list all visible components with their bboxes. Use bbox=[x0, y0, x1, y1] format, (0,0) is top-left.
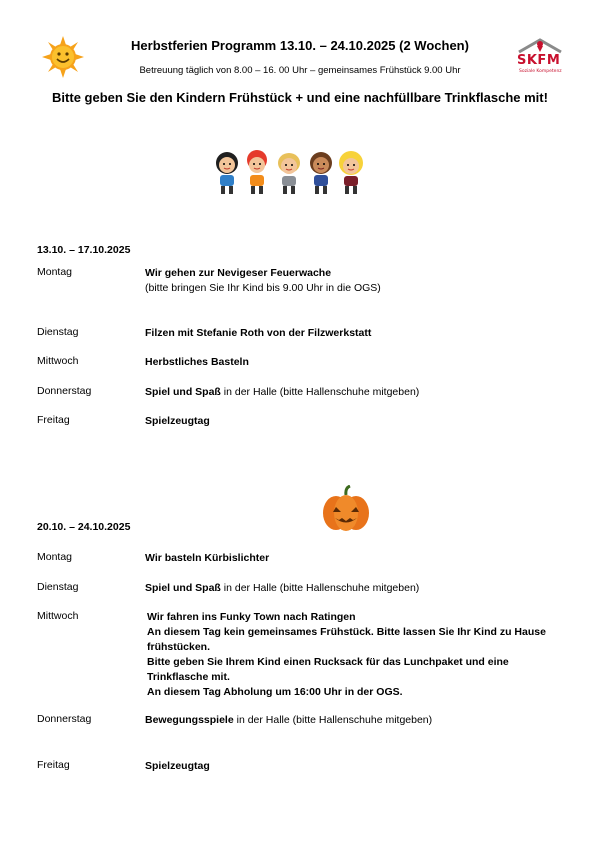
logo-tagline: Soziale Kompetenz bbox=[519, 69, 562, 74]
week2-day-monday: Montag bbox=[37, 551, 73, 563]
pumpkin-icon bbox=[320, 485, 372, 533]
week2-day-thursday: Donnerstag bbox=[37, 713, 92, 725]
activity-title: Spielzeugtag bbox=[145, 415, 210, 427]
activity-rest: in der Halle (bitte Hallenschuhe mitgeben) bbox=[233, 714, 433, 726]
week2-day-tuesday: Dienstag bbox=[37, 581, 79, 593]
activity-note: (bitte bringen Sie Ihr Kind bis 9.00 Uhr in die OGS) bbox=[145, 282, 381, 294]
week2-activity-tuesday bbox=[145, 581, 419, 596]
week1-activity-tuesday bbox=[145, 326, 371, 341]
activity-title: Wir basteln Kürbislichter bbox=[145, 552, 270, 564]
week2-activity-thursday bbox=[145, 713, 432, 728]
week2-range: 20.10. – 24.10.2025 bbox=[37, 521, 131, 533]
activity-line: An diesem Tag Abholung um 16:00 Uhr in der OGS. bbox=[147, 686, 403, 698]
week1-activity-monday bbox=[145, 266, 381, 296]
week1-range: 13.10. – 17.10.2025 bbox=[37, 244, 131, 256]
page-subtitle: Betreuung täglich von 8.00 – 16. 00 Uhr – gemeinsames Frühstück 9.00 Uhr bbox=[139, 65, 461, 76]
children-illustration bbox=[212, 148, 366, 196]
activity-line: frühstücken. bbox=[147, 641, 211, 653]
week1-activity-wednesday bbox=[145, 355, 249, 370]
week2-activity-friday bbox=[145, 759, 210, 774]
activity-line: Wir fahren ins Funky Town nach Ratingen bbox=[147, 611, 356, 623]
week1-activity-friday bbox=[145, 414, 210, 429]
logo-name: SKFM bbox=[517, 53, 561, 68]
week1-day-monday: Montag bbox=[37, 266, 73, 278]
activity-title: Filzen mit Stefanie Roth von der Filzwerkstatt bbox=[145, 327, 372, 339]
week2-day-friday: Freitag bbox=[37, 759, 70, 771]
week1-day-friday: Freitag bbox=[37, 414, 70, 426]
page-title: Herbstferien Programm 13.10. – 24.10.2025 (2 Wochen) bbox=[131, 38, 469, 53]
week1-day-tuesday: Dienstag bbox=[37, 326, 79, 338]
activity-title: Herbstliches Basteln bbox=[145, 356, 249, 368]
week2-day-wednesday: Mittwoch bbox=[37, 610, 79, 622]
activity-line: An diesem Tag kein gemeinsames Frühstück. Bitte lassen Sie Ihr Kind zu Hause bbox=[147, 626, 546, 638]
activity-line: Trinkflasche mit. bbox=[147, 671, 230, 683]
activity-title: Bewegungsspiele bbox=[145, 714, 234, 726]
notice-banner: Bitte geben Sie den Kindern Frühstück + und eine nachfüllbare Trinkflasche mit! bbox=[52, 90, 548, 105]
activity-title: Wir gehen zur Nevigeser Feuerwache bbox=[145, 267, 332, 279]
week1-day-thursday: Donnerstag bbox=[37, 385, 92, 397]
activity-rest: in der Halle (bitte Hallenschuhe mitgeben) bbox=[220, 582, 420, 594]
week2-activity-wednesday bbox=[147, 610, 546, 700]
week1-activity-thursday bbox=[145, 385, 419, 400]
activity-rest: in der Halle (bitte Hallenschuhe mitgeben) bbox=[220, 386, 420, 398]
activity-title: Spiel und Spaß bbox=[145, 582, 221, 594]
week1-day-wednesday: Mittwoch bbox=[37, 355, 79, 367]
week2-activity-monday bbox=[145, 551, 269, 566]
activity-line: Bitte geben Sie Ihrem Kind einen Rucksack für das Lunchpaket und eine bbox=[147, 656, 509, 668]
activity-title: Spiel und Spaß bbox=[145, 386, 221, 398]
activity-title: Spielzeugtag bbox=[145, 760, 210, 772]
